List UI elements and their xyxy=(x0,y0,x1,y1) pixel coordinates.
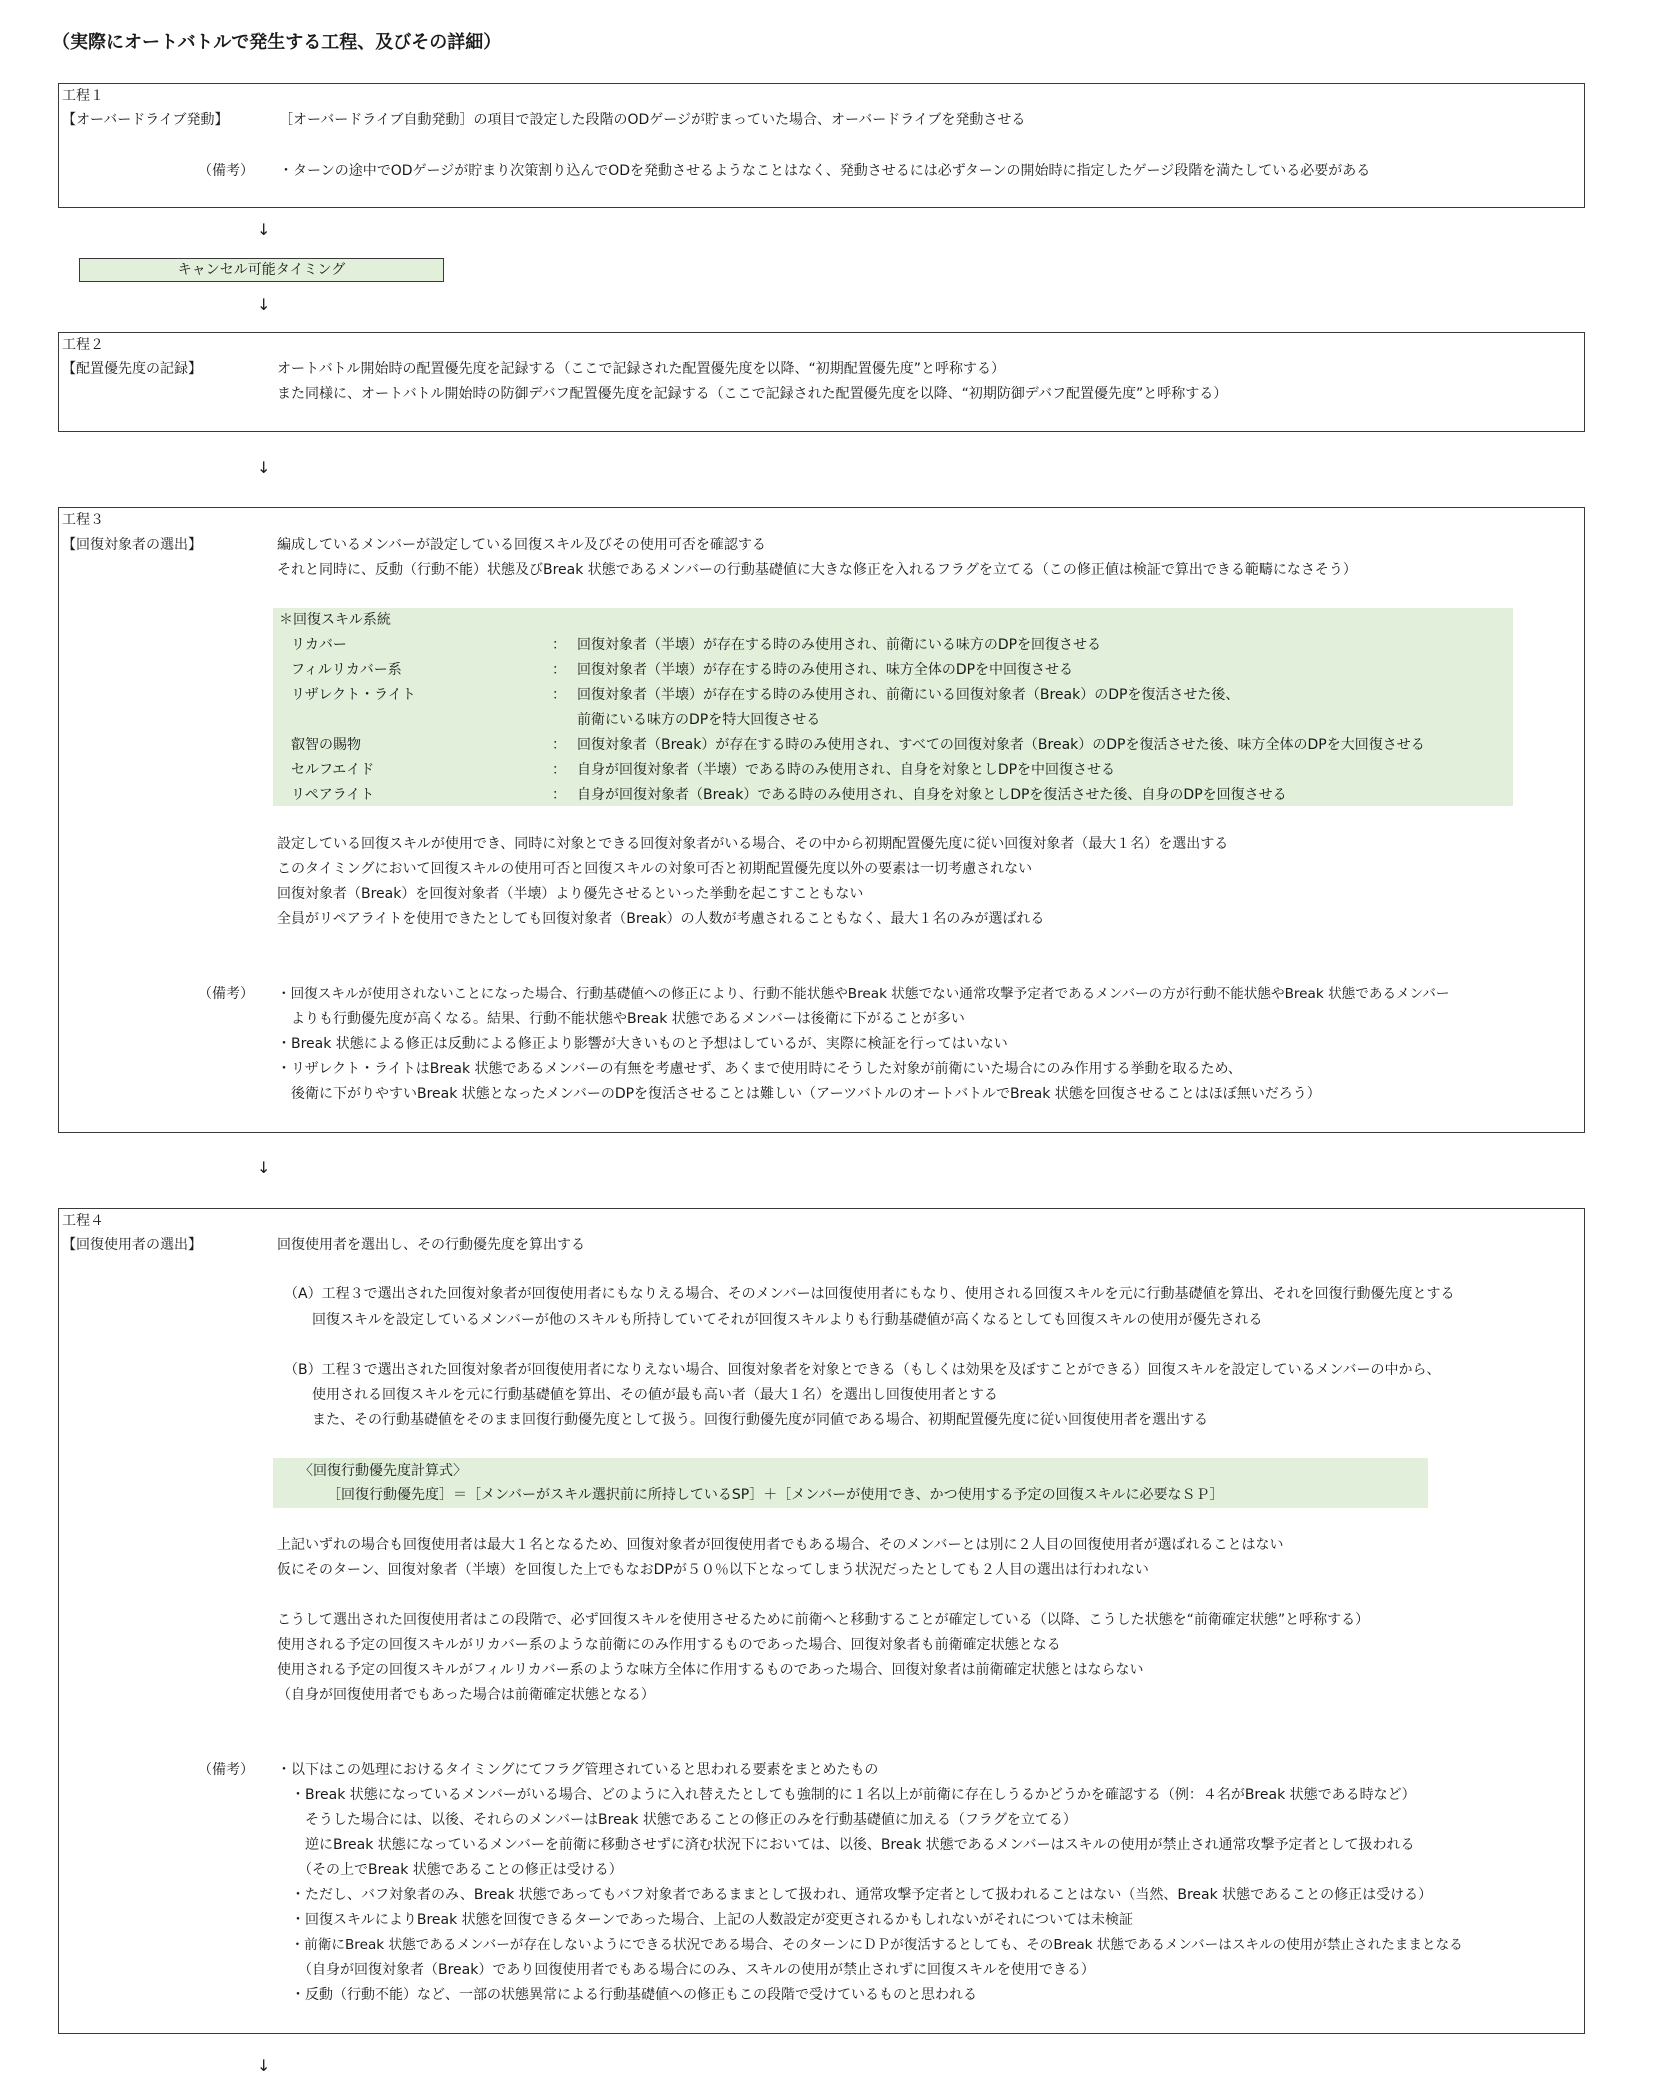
step3-number: 工程３ xyxy=(62,512,104,528)
step3-note-label: （備考） xyxy=(198,986,254,1002)
step1-note-label: （備考） xyxy=(198,163,254,179)
step4-note: （その上でBreak 状態であることの修正は受ける） xyxy=(277,1862,623,1878)
step3-note: ・リザレクト・ライトはBreak 状態であるメンバーの有無を考慮せず、あくまで使用時にそうした対象が前衛にいた場合にのみ作用する挙動を取るため、 xyxy=(277,1061,1242,1077)
heal-skill-description: 前衛にいる味方のDPを特大回復させる xyxy=(577,712,821,728)
step1-name: 【オーバードライブ発動】 xyxy=(62,112,229,128)
heal-skill-name: リカバー xyxy=(291,637,347,653)
step1-number: 工程１ xyxy=(62,88,104,104)
step2-number: 工程２ xyxy=(62,337,104,353)
step1-box xyxy=(58,83,1585,208)
step4-note: 逆にBreak 状態になっているメンバーを前衛に移動させずに済む状況下においては、以後、Break 状態であるメンバーはスキルの使用が禁止され通常攻撃予定者として扱われる xyxy=(277,1837,1415,1853)
heal-skill-description: 回復対象者（半壊）が存在する時のみ使用され、前衛にいる回復対象者（Break）のDPを復活させた後、 xyxy=(577,687,1240,703)
step3-note: ・回復スキルが使用されないことになった場合、行動基礎値への修正により、行動不能状態やBreak 状態でない通常攻撃予定者であるメンバーの方が行動不能状態やBreak 状態であるメンバー xyxy=(277,986,1450,1002)
step2-line: オートバトル開始時の配置優先度を記録する（ここで記録された配置優先度を以降、“初期配置優先度”と呼称する） xyxy=(277,361,1005,377)
step4-note: そうした場合には、以後、それらのメンバーはBreak 状態であることの修正のみを行動基礎値に加える（フラグを立てる） xyxy=(277,1812,1077,1828)
heal-skill-description: 回復対象者（半壊）が存在する時のみ使用され、前衛にいる味方のDPを回復させる xyxy=(577,637,1102,653)
case-a-line: 回復スキルを設定しているメンバーが他のスキルも所持していてそれが回復スキルよりも行動基礎値が高くなるとしても回復スキルの使用が優先される xyxy=(284,1312,1263,1328)
page-title: （実際にオートバトルで発生する工程、及びその詳細） xyxy=(52,32,502,53)
step4-intro: 回復使用者を選出し、その行動優先度を算出する xyxy=(277,1237,585,1253)
heal-skill-separator: ： xyxy=(552,687,566,703)
heal-skill-separator: ： xyxy=(552,787,566,803)
flow-arrow: ↓ xyxy=(257,220,271,239)
flow-arrow: ↓ xyxy=(257,295,271,314)
step3-name: 【回復対象者の選出】 xyxy=(62,537,202,553)
heal-skill-description: 自身が回復対象者（Break）である時のみ使用され、自身を対象としDPを復活させた後、自身のDPを回復させる xyxy=(577,787,1287,803)
step4-note: ・前衛にBreak 状態であるメンバーが存在しないようにできる状況である場合、そのターンにＤＰが復活するとしても、そのBreak 状態であるメンバーはスキルの使用が禁止されたままとなる xyxy=(277,1937,1463,1953)
step3-box xyxy=(58,507,1585,1133)
flow-arrow: ↓ xyxy=(257,458,271,477)
step4-name: 【回復使用者の選出】 xyxy=(62,1237,202,1253)
heal-skill-separator: ： xyxy=(552,737,566,753)
heal-skill-description: 自身が回復対象者（半壊）である時のみ使用され、自身を対象としDPを中回復させる xyxy=(577,762,1116,778)
heal-skill-name: 叡智の賜物 xyxy=(291,737,361,753)
step4-note: ・ただし、バフ対象者のみ、Break 状態であってもバフ対象者であるままとして扱われ、通常攻撃予定者として扱われることはない（当然、Break 状態であることの修正は受ける） xyxy=(277,1887,1433,1903)
step4-after-line: 上記いずれの場合も回復使用者は最大１名となるため、回復対象者が回復使用者でもある場合、そのメンバーとは別に２人目の回復使用者が選ばれることはない xyxy=(277,1537,1284,1553)
heal-skill-description: 回復対象者（半壊）が存在する時のみ使用され、味方全体のDPを中回復させる xyxy=(577,662,1074,678)
step4-note-label: （備考） xyxy=(198,1762,254,1778)
case-b-line: 使用される回復スキルを元に行動基礎値を算出、その値が最も高い者（最大１名）を選出し回復使用者とする xyxy=(284,1387,998,1403)
heal-skill-name: フィルリカバー系 xyxy=(291,662,402,678)
step3-note: よりも行動優先度が高くなる。結果、行動不能状態やBreak 状態であるメンバーは後衛に下がることが多い xyxy=(277,1011,965,1027)
step3-note: 後衛に下がりやすいBreak 状態となったメンバーのDPを復活させることは難しい（アーツバトルのオートバトルでBreak 状態を回復させることはほぼ無いだろう） xyxy=(277,1086,1321,1102)
step4-after-line: （自身が回復使用者でもあった場合は前衛確定状態となる） xyxy=(277,1687,655,1703)
step4-note: ・以下はこの処理におけるタイミングにてフラグ管理されていると思われる要素をまとめたもの xyxy=(277,1762,879,1778)
step4-after-line: 使用される予定の回復スキルがフィルリカバー系のような味方全体に作用するものであった場合、回復対象者は前衛確定状態とはならない xyxy=(277,1662,1144,1678)
step4-after-line: こうして選出された回復使用者はこの段階で、必ず回復スキルを使用させるために前衛へと移動することが確定している（以降、こうした状態を“前衛確定状態”と呼称する） xyxy=(277,1612,1370,1628)
formula-text: ［回復行動優先度］＝［メンバーがスキル選択前に所持しているSP］＋［メンバーが使用でき、かつ使用する予定の回復スキルに必要なＳＰ］ xyxy=(327,1487,1224,1503)
heal-skill-separator: ： xyxy=(552,637,566,653)
heal-skill-description: 回復対象者（Break）が存在する時のみ使用され、すべての回復対象者（Break）のDPを復活させた後、味方全体のDPを大回復させる xyxy=(577,737,1425,753)
step2-name: 【配置優先度の記録】 xyxy=(62,361,202,377)
step3-after-line: 回復対象者（Break）を回復対象者（半壊）より優先させるといった挙動を起こすこともない xyxy=(277,886,864,902)
flow-arrow: ↓ xyxy=(257,1158,271,1177)
heal-skill-name: リペアライト xyxy=(291,787,375,803)
heal-skill-name: セルフエイド xyxy=(291,762,375,778)
step4-number: 工程４ xyxy=(62,1213,104,1229)
case-b-line: （B）工程３で選出された回復対象者が回復使用者になりえない場合、回復対象者を対象とできる（もしくは効果を及ぼすことができる）回復スキルを設定しているメンバーの中から、 xyxy=(284,1362,1441,1378)
step1-note: ・ターンの途中でODゲージが貯まり次策割り込んでODを発動させるようなことはなく、発動させるには必ずターンの開始時に指定したゲージ段階を満たしている必要がある xyxy=(279,163,1371,179)
step1-description: ［オーバードライブ自動発動］の項目で設定した段階のODゲージが貯まっていた場合、オーバードライブを発動させる xyxy=(279,112,1026,128)
step3-after-line: 設定している回復スキルが使用でき、同時に対象とできる回復対象者がいる場合、その中から初期配置優先度に従い回復対象者（最大１名）を選出する xyxy=(277,836,1229,852)
step2-box xyxy=(58,332,1585,432)
step4-note: ・回復スキルによりBreak 状態を回復できるターンであった場合、上記の人数設定が変更されるかもしれないがそれについては未検証 xyxy=(277,1912,1133,1928)
heal-skill-name: リザレクト・ライト xyxy=(291,687,416,703)
step4-box xyxy=(58,1208,1585,2034)
step4-note: （自身が回復対象者（Break）であり回復使用者でもある場合にのみ、スキルの使用が禁止されずに回復スキルを使用できる） xyxy=(277,1962,1095,1978)
formula-title: 〈回復行動優先度計算式〉 xyxy=(299,1463,467,1479)
case-b-line: また、その行動基礎値をそのまま回復行動優先度として扱う。回復行動優先度が同値である場合、初期配置優先度に従い回復使用者を選出する xyxy=(284,1412,1208,1428)
flow-arrow: ↓ xyxy=(257,2056,271,2075)
step3-after-line: 全員がリペアライトを使用できたとしても回復対象者（Break）の人数が考慮されることもなく、最大１名のみが選ばれる xyxy=(277,911,1045,927)
step4-after-line: 使用される予定の回復スキルがリカバー系のような前衛にのみ作用するものであった場合、回復対象者も前衛確定状態となる xyxy=(277,1637,1061,1653)
cancel-timing-label: キャンセル可能タイミング xyxy=(79,258,444,282)
step3-after-line: このタイミングにおいて回復スキルの使用可否と回復スキルの対象可否と初期配置優先度以外の要素は一切考慮されない xyxy=(277,861,1033,877)
step3-line: それと同時に、反動（行動不能）状態及びBreak 状態であるメンバーの行動基礎値に大きな修正を入れるフラグを立てる（この修正値は検証で算出できる範疇になさそう） xyxy=(277,562,1357,578)
step3-note: ・Break 状態による修正は反動による修正より影響が大きいものと予想はしているが、実際に検証を行ってはいない xyxy=(277,1036,1008,1052)
step3-line: 編成しているメンバーが設定している回復スキル及びその使用可否を確認する xyxy=(277,537,766,553)
step4-note: ・Break 状態になっているメンバーがいる場合、どのように入れ替えたとしても強制的に１名以上が前衛に存在しうるかどうかを確認する（例：４名がBreak 状態である時など） xyxy=(277,1787,1416,1803)
heal-skill-header: ＊回復スキル系統 xyxy=(279,612,391,628)
step4-note: ・反動（行動不能）など、一部の状態異常による行動基礎値への修正もこの段階で受けているものと思われる xyxy=(277,1987,977,2003)
step2-line: また同様に、オートバトル開始時の防御デバフ配置優先度を記録する（ここで記録された配置優先度を以降、“初期防御デバフ配置優先度”と呼称する） xyxy=(277,386,1228,402)
heal-skill-separator: ： xyxy=(552,762,566,778)
case-a-line: （A）工程３で選出された回復対象者が回復使用者にもなりえる場合、そのメンバーは回復使用者にもなり、使用される回復スキルを元に行動基礎値を算出、それを回復行動優先度とする xyxy=(284,1286,1455,1302)
step4-after-line: 仮にそのターン、回復対象者（半壊）を回復した上でもなおDPが５０％以下となってしまう状況だったとしても２人目の選出は行われない xyxy=(277,1562,1149,1578)
heal-skill-separator: ： xyxy=(552,662,566,678)
